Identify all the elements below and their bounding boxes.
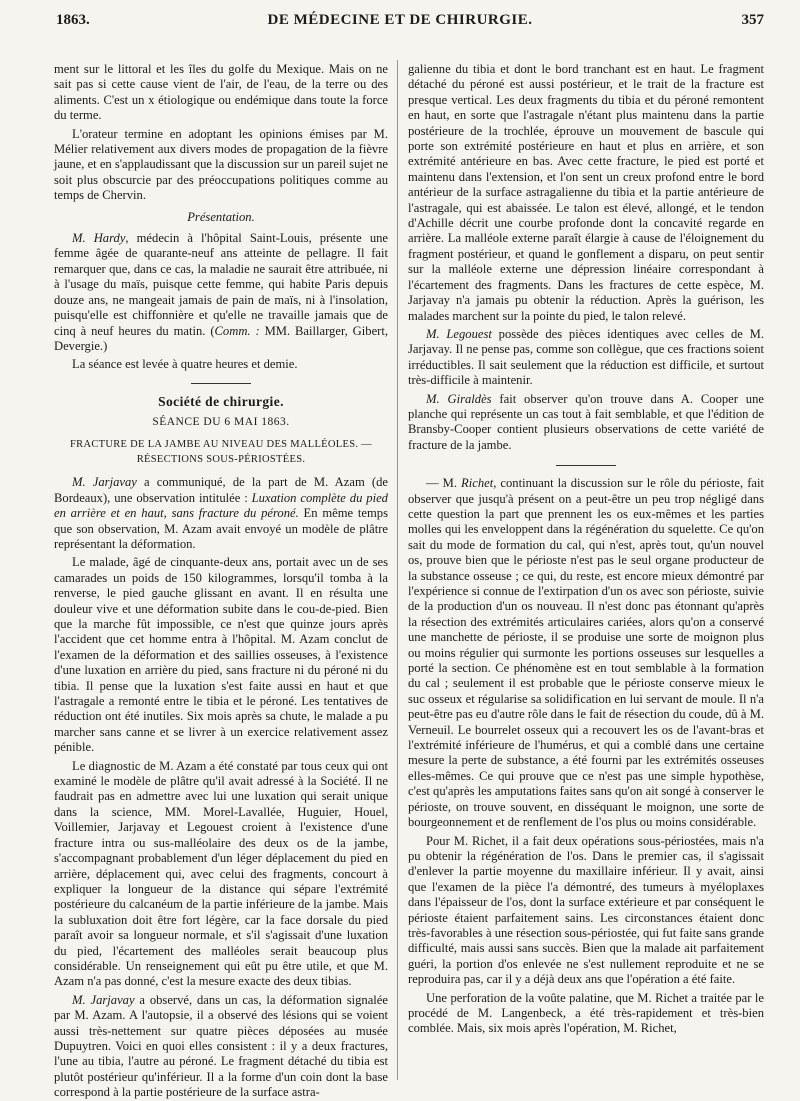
paragraph: galienne du tibia et dont le bord tranchant est en haut. Le fragment détaché du péroné est aussi postérieur, et le trait de la fracture est presque vertical. Les deux fragments du tibia et du péroné remontent en haut, en sorte que l'astragale n'étant plus maintenu dans la partie postérieure de la trochlée, éprouve un mouvement de bascule qui porte son extrémité postérieure en haut et plus en arrière, et son extrémité antérieure en bas. Avec cette fracture, le pied est porté et maintenu dans l'extension, et l'on sent un creux profond entre le bord antérieur de la surface astragalienne du tibia et la partie antérieure de l'astragale, qui est abaissée. Le talon est élevé, allongé, et le tendon d'Achille décrit une courbe profonde dont la concavité regarde en arrière. La malléole externe paraît élargie à cause de l'éloignement du fragment postérieur, et quand le gonflement a disparu, on peut sentir sur la malléole externe une dépression linéaire correspondant à l'écartement des fragments. Dans les fractures de cette espèce, M. Jarjavay n'a jamais pu obtenir la réduction. Après la guérison, les malades marchent sur la pointe du pied, le talon relevé. (408, 62, 764, 323)
page-number: 357 (741, 12, 764, 28)
author-name: M. Jarjavay (72, 992, 135, 1007)
paragraph: L'orateur termine en adoptant les opinions émises par M. Mélier relativement aux divers modes de propagation de la fièvre jaune, et en s'applaudissant que la discussion sur un pareil sujet ne soit plus obscurcie par des préoccupations politiques comme au temps de Chervin. (54, 126, 388, 203)
paragraph: M. Hardy, médecin à l'hôpital Saint-Louis, présente une femme âgée de quarante-neuf ans atteinte de pellagre. Il fait remarquer que, dans ce cas, la maladie ne saurait être attribuée, ni à l'usage du maïs, puisque cette femme, qui habite Paris depuis douze ans, ne mangeait jamais de pain de maïs, ni à l'insolation, puisqu'elle est chiffonnière et qu'elle ne travaille jamais que de cinq à neuf heures du matin. (Comm. : MM. Baillarger, Gibert, Devergie.) (54, 231, 389, 353)
paragraph: Pour M. Richet, il a fait deux opérations sous-périostées, mais n'a pu obtenir la régénération de l'os. Dans le premier cas, il s'agissait d'enlever la partie moyenne du maxillaire inférieur. Il y avait, ainsi que l'examen de la pièce l'a démontré, des tumeurs à myéloplaxes dans l'épaisseur de l'os, dont la surface extérieure et par conséquent le périoste étaient parfaitement sains. Les circonstances étaient donc très-favorables à une résection sous-périostée, qui fut faite sans grande difficulté, mais aussi sans succès. Bien que la malade ait parfaitement guéri, la portion d'os enlevée ne s'est nullement reproduite et ne se reproduira pas, car il y a déjà deux ans que l'opération a été faite. (408, 833, 764, 987)
paragraph: Le malade, âgé de cinquante-deux ans, portait avec un de ses camarades un poids de 150 kilogrammes, lorsqu'il tomba à la renverse, le pied gauche glissant en avant. Il en résulta une douleur vive et une déformation subite dans le cou-de-pied. Bien que la marche fût impossible, ce n'est que quinze jours après l'accident que cet homme entra à l'hôpital. M. Azam conclut de l'examen de la déformation et des saillies osseuses, à l'existence d'une luxation en arrière du pied, sans fracture ni du péroné ni du tibia. Il pense que la luxation s'est faite aussi en haut et que l'astragale a remonté entre le tibia et le péroné. Les tentatives de réduction ont été inutiles. Six mois après sa chute, le malade a pu marcher sans canne et se livrer à un exercice relativement assez pénible. (54, 555, 388, 755)
right-column (408, 62, 764, 1080)
header-year: 1863. (56, 12, 90, 28)
paragraph: M. Jarjavay a observé, dans un cas, la déformation signalée par M. Azam. A l'autopsie, il a observé des lésions qui se voient aussi très-nettement sur quatre pièces déposées au musée Dupuytren. Voici en quoi elles consistent : il y a deux fractures, l'une au tibia, l'autre au péroné. Le fragment détaché du tibia est plutôt postérieur qu'inférieur. Il a la forme d'un coin dont la base correspond à la partie postérieure de la surface astra- (54, 992, 388, 1100)
page-header (36, 6, 764, 32)
paragraph: ment sur le littoral et les îles du golfe du Mexique. Mais on ne sait pas si cette cause vient de l'air, de l'eau, de la terre ou des aliments. C'est un x étiologique ou endémique dans toute la force du terme. (54, 62, 388, 123)
header-title: DE MÉDECINE ET DE CHIRURGIE. (267, 12, 533, 28)
paragraph: — M. Richet, continuant la discussion sur le rôle du périoste, fait observer que jusqu'à présent on a peut-être un peu trop négligé dans cette question la part que prennent les os eux-mêmes et les parties molles qui les enveloppent dans la régénération du squelette. Ce qu'on sait du mode de formation du cal, qui n'est, après tout, qu'un nouvel os, prouve bien que le périoste n'est pas le seul organe producteur de la substance osseuse ; ce qui, du reste, est encore mieux démontré par l'expérience si connue de l'extirpation d'un os avec son périoste, suivie de la production d'un os nouveau. Il n'est donc pas étonnant qu'après la résection des extrémités articulaires cariées, alors qu'on a conservé une manchette de périoste, il se produise une sorte de moignon plus ou moins régulier qui surmonte les portions osseuses sur lesquelles a porté la section. Ce phénomène est en tout semblable à la formation du cal ; seulement il est probable que le périoste conserve mieux le suc osseux et régularise sa solidification en lui servant de moule. Il n'a peut-être pas eu d'autre rôle dans le fait de résection du coude, dû à M. Verneuil. Le bourrelet osseux qui a recouvert les os de l'avant-bras et l'extrémité inférieure de l'humérus, et qui a comblé dans une certaine mesure la perte de substance, a été fourni par les extrémités osseuses elles-mêmes. Ce qui prouve que ce n'est pas une simple hypothèse, c'est qu'après les amputations faites sans qu'on ait songé à conserver le périoste, on trouve souvent, en disséquant le moignon, une sorte de bourgeonnement et de renflement de l'os plus ou moins considérable. (408, 476, 764, 830)
paragraph: M. Giraldès fait observer qu'on trouve dans A. Cooper une planche qui représente un cas tout à fait semblable, et que l'édition de Bransby-Cooper contient plusieurs observations de cette variété de fracture de la jambe. (408, 391, 764, 452)
section-subtitle: Présentation. (187, 209, 255, 224)
session-date: SÉANCE DU 6 MAI 1863. (152, 416, 290, 429)
paragraph: Une perforation de la voûte palatine, que M. Richet a traitée par le procédé de M. Langenbeck, a été très-rapidement et très-bien comblée. Mais, six mois après l'opération, M. Richet, (408, 990, 764, 1036)
left-column (54, 62, 389, 1100)
paragraph: M. Legouest possède des pièces identiques avec celles de M. Jarjavay. Il ne pense pas, comme son collègue, que ces fractions soient irréductibles. Il sait seulement que la réduction est difficile, et surtout très-difficile à maintenir. (408, 326, 765, 388)
society-title: Société de chirurgie. (158, 393, 284, 409)
paragraph: M. Jarjavay a communiqué, de la part de M. Azam (de Bordeaux), une observation intitulée : Luxation complète du pied en arrière et en haut, sans fracture du péroné. En même temps que son observation, M. Azam avait envoyé un modèle de plâtre représentant la déformation. (54, 475, 388, 551)
author-name: M. Jarjavay (72, 475, 137, 490)
separator-rule (556, 465, 616, 466)
column-divider (397, 60, 398, 1080)
author-name: Richet (461, 476, 494, 491)
author-name: M. Legouest (426, 326, 492, 341)
session-topic: FRACTURE DE LA JAMBE AU NIVEAU DES MALLÉOLES. — RÉSECTIONS SOUS-PÉRIOSTÉES. (70, 438, 372, 465)
paragraph: La séance est levée à quatre heures et demie. (72, 357, 298, 372)
paragraph: Le diagnostic de M. Azam a été constaté par tous ceux qui ont examiné le modèle de plâtre qu'il avait adressé à la Société. Il ne faudrait pas en admettre avec lui une luxation qui serait unique dans la science, MM. Morel-Lavallée, Huguier, Houel, Voillemier, Jarjavay et Legouest croient à l'existence d'une fracture intra ou sus-malléolaire des deux os de la jambe, s'accompagnant probablement d'un léger déplacement du pied en arrière, déplacement qui, avec celui des fragments, concourt à expliquer la longueur de la distance qui sépare l'extrémité postérieure du calcanéum de la partie inférieure de la jambe. Mais la subluxation doit être fort légère, car la face dorsale du pied paraît avoir sa longueur normale, et s'il s'agissait d'une luxation du pied, l'écartement des malléoles serait beaucoup plus considérable. Un renseignement qui eût pu être utile, et que M. Azam n'a pas donné, c'est la mesure exacte des deux tibias. (54, 758, 388, 989)
separator-rule (191, 383, 251, 384)
author-name: M. Giraldès (426, 391, 492, 406)
author-name: M. Hardy (72, 231, 126, 246)
